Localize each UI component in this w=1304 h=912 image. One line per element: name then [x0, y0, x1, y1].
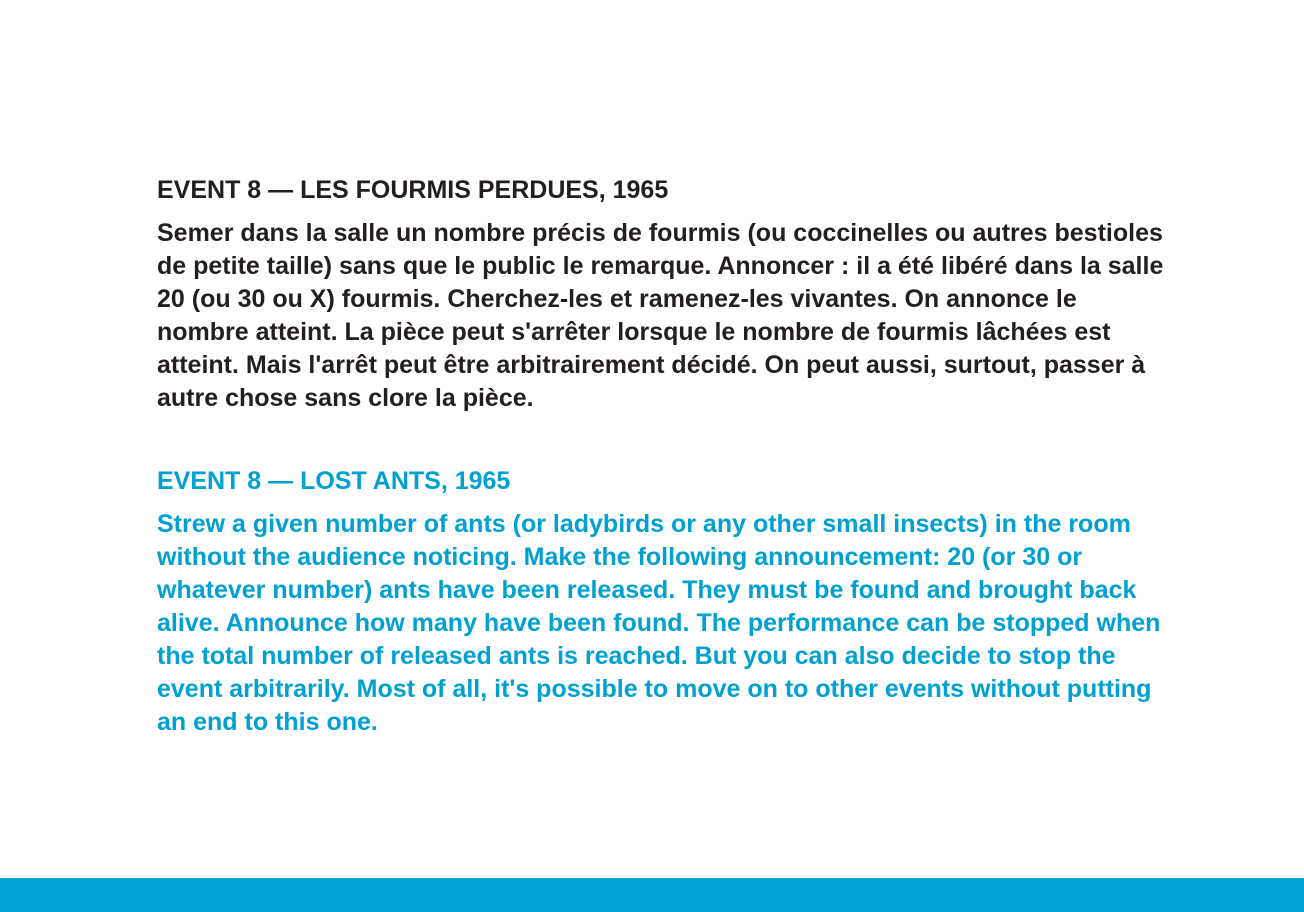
- bottom-color-bar: [0, 878, 1304, 912]
- french-body-text: Semer dans la salle un nombre précis de fourmis (ou coccinelles ou autres bestioles de petite taille) sans que le public le remarque. Annoncer : il a été libéré dans la salle 20 (ou 30 ou X) fourmis. Cherchez-les et ramenez-les vivantes. On annonce le nombre atteint. La pièce peut s'arrêter lorsque le nombre de fourmis lâchées est atteint. Mais l'arrêt peut être arbitrairement décidé. On peut aussi, surtout, passer à autre chose sans clore la pièce.: [157, 219, 1164, 412]
- event-text-content: [157, 174, 1167, 739]
- french-heading: EVENT 8 — LES FOURMIS PERDUES, 1965: [157, 176, 669, 204]
- english-heading: EVENT 8 — LOST ANTS, 1965: [157, 467, 511, 495]
- english-body-text: Strew a given number of ants (or ladybirds or any other small insects) in the room without the audience noticing. Make the following announcement: 20 (or 30 or whatever number) ants have been released. They must be found and brought back alive. Announce how many have been found. The performance can be stopped when the total number of released ants is reached. But you can also decide to stop the event arbitrarily. Most of all, it's possible to move on to other events without putting an end to this one.: [157, 510, 1161, 736]
- french-section: [157, 174, 1167, 415]
- english-section: [157, 465, 1167, 739]
